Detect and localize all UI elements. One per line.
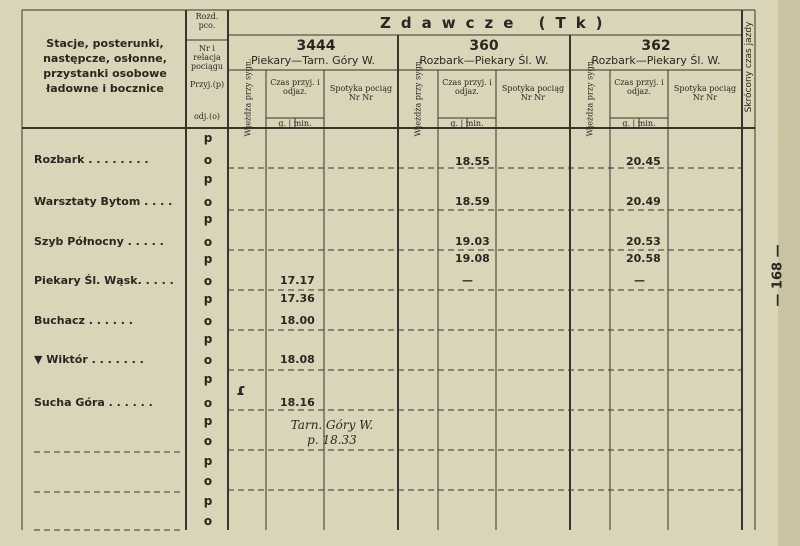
time-sub-2: g. | min. xyxy=(450,119,484,128)
arr-mark: p xyxy=(203,454,213,468)
time-sub-1: g. | min. xyxy=(278,119,312,128)
train-route-3444: Piekary—Tarn. Góry W. xyxy=(251,54,375,67)
time-header-1: Czas przyj. i odjaz. xyxy=(270,78,320,96)
arr-mark: p xyxy=(203,292,213,306)
arr-mark: p xyxy=(203,372,213,386)
time-362: 20.45 xyxy=(626,155,661,168)
arr-mark: p xyxy=(203,494,213,508)
time-360: 19.08 xyxy=(455,252,490,265)
short-time-header: Skrócony czas jazdy xyxy=(744,21,754,113)
note-line-2: p. 18.33 xyxy=(307,433,357,447)
time-360: — xyxy=(462,274,473,287)
dep-header: odj.(o) xyxy=(193,112,221,121)
dep-mark: o xyxy=(203,274,213,288)
page-number: — 168 — xyxy=(770,244,786,307)
station-piekary: Piekary Śl. Wąsk. . . . . xyxy=(34,274,174,287)
dep-mark: o xyxy=(203,396,213,410)
meet-header-1: Spotyka pociąg Nr Nr xyxy=(329,84,393,102)
dep-mark: o xyxy=(203,434,213,448)
station-rozbark: Rozbark . . . . . . . . xyxy=(34,153,149,166)
section-title: Zdawcze (Tk) xyxy=(380,14,613,32)
arr-mark: p xyxy=(203,131,213,145)
dep-mark: o xyxy=(203,474,213,488)
time-3444: 17.36 xyxy=(280,292,315,305)
train-route-362: Rozbark—Piekary Śl. W. xyxy=(591,54,721,67)
station-warsztaty: Warsztaty Bytom . . . . xyxy=(34,195,173,208)
time-3444: 18.16 xyxy=(280,396,315,409)
relation-header: Nr i relacja pociągu xyxy=(190,44,224,71)
time-360: 18.59 xyxy=(455,195,490,208)
time-362: 20.58 xyxy=(626,252,661,265)
time-header-2: Czas przyj. i odjaz. xyxy=(442,78,492,96)
meet-header-3: Spotyka pociąg Nr Nr xyxy=(673,84,737,102)
time-header-3: Czas przyj. i odjaz. xyxy=(614,78,664,96)
dep-mark: o xyxy=(203,353,213,367)
rozd-header: Rozd. pco. xyxy=(195,12,219,30)
train-number-362: 362 xyxy=(641,38,671,54)
arr-mark: p xyxy=(203,252,213,266)
time-sub-3: g. | min. xyxy=(622,119,656,128)
dep-mark: o xyxy=(203,195,213,209)
meet-header-2: Spotyka pociąg Nr Nr xyxy=(501,84,565,102)
station-sucha-gora: Sucha Góra . . . . . . xyxy=(34,396,153,409)
entry-header-1: Wjeżdża przy sygn. xyxy=(243,58,253,137)
handwritten-mark: ɾ xyxy=(236,380,246,399)
dep-mark: o xyxy=(203,235,213,249)
time-360: 19.03 xyxy=(455,235,490,248)
dep-mark: o xyxy=(203,153,213,167)
dep-mark: o xyxy=(203,514,213,528)
time-3444: 18.00 xyxy=(280,314,315,327)
entry-header-3: Wjeżdża przy sygn. xyxy=(585,58,595,137)
train-number-360: 360 xyxy=(469,38,499,54)
time-362: 20.53 xyxy=(626,235,661,248)
time-362: 20.49 xyxy=(626,195,661,208)
note-line-1: Tarn. Góry W. xyxy=(290,418,374,432)
arr-mark: p xyxy=(203,414,213,428)
time-362: — xyxy=(634,274,645,287)
train-route-360: Rozbark—Piekary Śl. W. xyxy=(419,54,549,67)
station-wiktor: ▼ Wiktór . . . . . . . xyxy=(34,353,144,366)
time-3444: 18.08 xyxy=(280,353,315,366)
arr-mark: p xyxy=(203,172,213,186)
time-360: 18.55 xyxy=(455,155,490,168)
station-szyb: Szyb Północny . . . . . xyxy=(34,235,164,248)
entry-header-2: Wjeżdża przy sygn. xyxy=(413,58,423,137)
arr-mark: p xyxy=(203,212,213,226)
arr-header: Przyj.(p) xyxy=(189,80,225,89)
stations-header: Stacje, posterunki, następcze, osłonne, przystanki osobowe ładowne i bocznice xyxy=(43,37,167,95)
arr-mark: p xyxy=(203,332,213,346)
train-number-3444: 3444 xyxy=(296,38,336,54)
time-3444: 17.17 xyxy=(280,274,315,287)
station-buchacz: Buchacz . . . . . . xyxy=(34,314,133,327)
dep-mark: o xyxy=(203,314,213,328)
